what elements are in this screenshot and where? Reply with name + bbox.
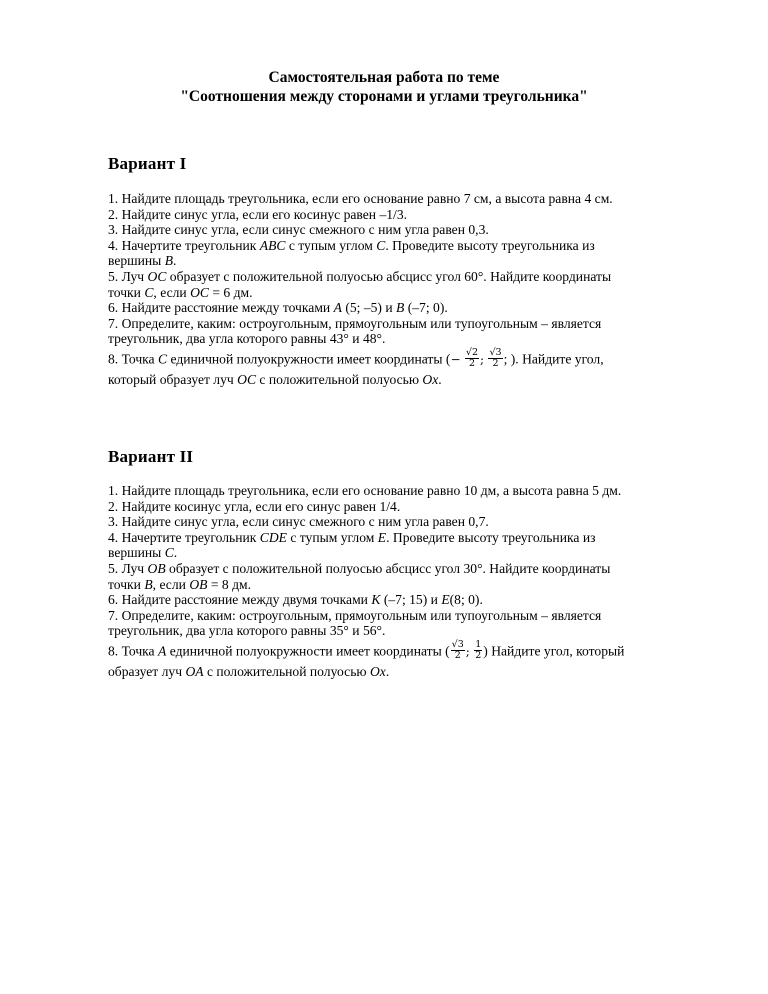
task-2: 2. Найдите синус угла, если его косинус равен –1/3. — [108, 206, 408, 222]
task-8-text: 8. Точка — [108, 351, 158, 367]
separator: ; — [465, 644, 470, 659]
task-6-text: (–7; 15) и — [380, 592, 442, 608]
task-5-var: OB — [189, 576, 208, 592]
task-5-text: точки — [108, 284, 145, 300]
task-5-var: OB — [147, 560, 166, 576]
task-5-text: = 6 дм. — [208, 284, 253, 300]
document-title: Самостоятельная работа по теме — [268, 69, 500, 86]
task-8-text: с положительной полуосью — [203, 663, 370, 679]
task-6-text: (–7; 0). — [404, 300, 448, 316]
task-4-text: . — [173, 253, 177, 269]
variant-2-tasks — [108, 483, 708, 680]
task-8-text: ; ). Найдите угол, — [503, 351, 604, 367]
variant-1-heading: Вариант I — [108, 154, 187, 173]
task-5-var: OC — [190, 284, 209, 300]
task-7-line: треугольник, два угла которого равны 43° и 48°. — [108, 331, 386, 347]
task-4-text: 4. Начертите треугольник — [108, 529, 260, 545]
variant-2-heading: Вариант II — [108, 447, 194, 466]
task-6-var: B — [396, 300, 405, 316]
fraction-sqrt3-over-2: $\frac{√3}{2}$ — [489, 346, 502, 369]
task-3: 3. Найдите синус угла, если синус смежного с ним угла равен 0,7. — [108, 514, 489, 530]
task-5-text: = 8 дм. — [207, 576, 252, 592]
task-7-line: треугольник, два угла которого равны 35° и 56°. — [108, 623, 386, 639]
task-5-var: C — [144, 284, 154, 300]
task-8-var: C — [158, 351, 168, 367]
task-4 — [108, 238, 708, 269]
task-8-text: единичной полуокружности имеет координаты ( — [167, 351, 451, 367]
task-6-text: 6. Найдите расстояние между двумя точками — [108, 592, 372, 608]
task-3: 3. Найдите синус угла, если синус смежного с ним угла равен 0,3. — [108, 222, 489, 238]
task-4-text: с тупым углом — [286, 529, 378, 545]
task-2: 2. Найдите косинус угла, если его синус равен 1/4. — [108, 498, 401, 514]
task-4-var: C — [376, 237, 386, 253]
task-4-var: ABC — [259, 237, 286, 253]
task-7 — [108, 608, 708, 639]
task-8-var: OC — [237, 371, 257, 387]
task-4-var: E — [377, 529, 387, 545]
task-7-line: 7. Определите, каким: остроугольным, прямоугольным или тупоугольным – является — [108, 607, 602, 623]
minus-sign: − — [450, 352, 461, 367]
task-8 — [108, 346, 708, 388]
task-8-var: Ox — [422, 371, 439, 387]
task-5-text: образует с положительной полуосью абсцисс угол 30°. Найдите координаты — [165, 560, 611, 576]
task-6-var: E — [441, 592, 450, 608]
task-4-text: 4. Начертите треугольник — [108, 237, 260, 253]
task-8 — [108, 638, 708, 680]
task-8-var: Ox — [369, 663, 386, 679]
task-6-var: K — [371, 592, 381, 608]
task-5-text: 5. Луч — [108, 268, 148, 284]
task-6-var: A — [333, 300, 342, 316]
task-5-var: OC — [147, 268, 167, 284]
task-8-text: ) Найдите угол, который — [483, 643, 625, 659]
task-4-text: . — [173, 545, 178, 561]
task-5-var: B — [144, 576, 153, 592]
task-4-text: . Проведите высоту треугольника из — [385, 237, 595, 253]
document-subtitle: "Соотношения между сторонами и углами треугольника" — [180, 88, 588, 105]
variant-1-tasks — [108, 191, 708, 388]
task-1: 1. Найдите площадь треугольника, если его основание равно 10 дм, а высота равна 5 дм. — [108, 483, 622, 498]
task-5-text: , если — [152, 576, 190, 592]
task-4 — [108, 530, 708, 561]
task-8-text: образует луч — [108, 663, 186, 679]
fraction-sqrt2-over-2: $\frac{√2}{2}$ — [465, 346, 479, 369]
separator: ; — [480, 352, 485, 367]
task-4-var: C — [164, 545, 174, 561]
task-4-text: вершины — [108, 545, 165, 561]
task-8-var: OA — [185, 663, 204, 679]
task-5-text: 5. Луч — [108, 560, 148, 576]
task-6-text: (8; 0). — [449, 592, 483, 608]
task-4-var: B — [164, 253, 174, 269]
task-6 — [108, 592, 708, 608]
task-6 — [108, 300, 708, 316]
task-8-text: . — [438, 371, 442, 387]
task-8-text: который образует луч — [108, 371, 238, 387]
task-5-text: , если — [153, 284, 191, 300]
task-8-text: 8. Точка — [108, 643, 158, 659]
task-4-text: . Проведите высоту треугольника из — [386, 529, 596, 545]
fraction-1-over-2: $\frac{1}{2}$ — [475, 638, 482, 661]
task-6-text: (5; –5) и — [341, 300, 397, 316]
task-5 — [108, 561, 708, 592]
task-8-text: единичной полуокружности имеет координаты ( — [166, 643, 450, 659]
fraction-sqrt3-over-2: $\frac{√3}{2}$ — [451, 638, 464, 661]
task-4-text: с тупым углом — [285, 237, 377, 253]
task-8-text: . — [385, 663, 390, 679]
task-5-text: точки — [108, 576, 145, 592]
task-5 — [108, 269, 708, 300]
task-8-var: A — [158, 643, 167, 659]
task-8-text: с положительной полуосью — [256, 371, 423, 387]
task-1: 1. Найдите площадь треугольника, если его основание равно 7 см, а высота равна 4 см. — [108, 191, 613, 206]
task-4-text: вершины — [108, 253, 165, 269]
task-7 — [108, 316, 708, 347]
task-4-var: CDE — [259, 529, 287, 545]
task-6-text: 6. Найдите расстояние между точками — [108, 300, 334, 316]
task-7-line: 7. Определите, каким: остроугольным, прямоугольным или тупоугольным – является — [108, 315, 602, 331]
task-5-text: образует с положительной полуосью абсцисс угол 60°. Найдите координаты — [166, 268, 612, 284]
